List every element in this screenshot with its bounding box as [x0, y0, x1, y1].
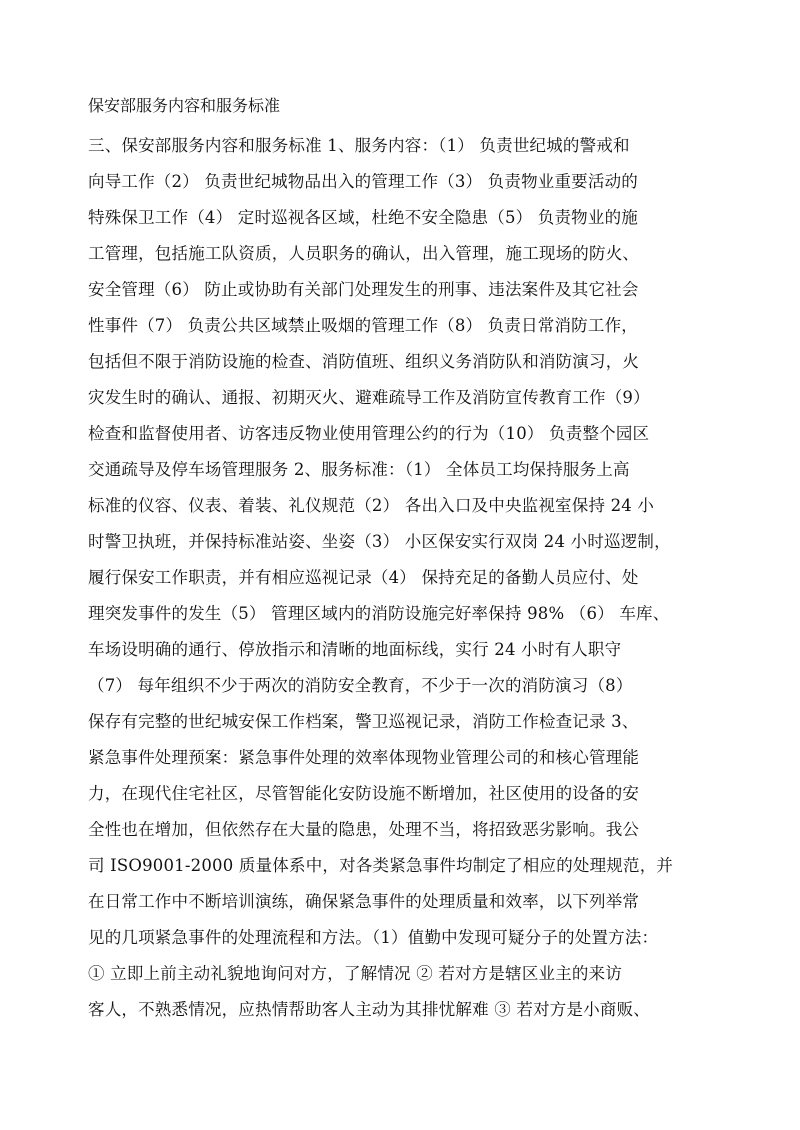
body-line: 安全管理（6） 防止或协助有关部门处理发生的刑事、违法案件及其它社会 — [88, 280, 639, 299]
body-line: 司 ISO9001-2000 质量体系中，对各类紧急事件均制定了相应的处理规范，并 — [88, 856, 674, 875]
body-line: 灾发生时的确认、通报、初期灭火、避难疏导工作及消防宣传教育工作（9） — [88, 388, 650, 407]
body-line: 力，在现代住宅社区，尽管智能化安防设施不断增加，社区使用的设备的安 — [88, 784, 640, 803]
body-line: 检查和监督使用者、访客违反物业使用管理公约的行为（10） 负责整个园区 — [88, 424, 650, 443]
body-line: 特殊保卫工作（4） 定时巡视各区域，杜绝不安全隐患（5） 负责物业的施 — [88, 208, 638, 227]
body-line: 工管理，包括施工队资质，人员职务的确认，出入管理，施工现场的防火、 — [88, 244, 640, 263]
body-line: ① 立即上前主动礼貌地询问对方，了解情况 ② 若对方是辖区业主的来访 — [88, 964, 623, 983]
document-title: 保安部服务内容和服务标准 — [88, 96, 281, 115]
body-line: 三、保安部服务内容和服务标准 1、服务内容：（1） 负责世纪城的警戒和 — [88, 136, 630, 155]
document-body — [88, 128, 728, 1028]
body-line: 理突发事件的发生（5） 管理区域内的消防设施完好率保持 98% （6） 车库、 — [88, 604, 670, 623]
body-line: 时警卫执班，并保持标准站姿、坐姿（3） 小区保安实行双岗 24 小时巡逻制， — [88, 532, 671, 551]
body-line: 履行保安工作职责，并有相应巡视记录（4） 保持充足的备勤人员应付、处 — [88, 568, 639, 587]
body-line: 标准的仪容、仪表、着装、礼仪规范（2） 各出入口及中央监视室保持 24 小 — [88, 496, 655, 515]
body-line: （7） 每年组织不少于两次的消防安全教育，不少于一次的消防演习（8） — [88, 676, 633, 695]
body-line: 见的几项紧急事件的处理流程和方法。（1）值勤中发现可疑分子的处置方法： — [88, 928, 659, 947]
body-line: 车场设明确的通行、停放指示和清晰的地面标线，实行 24 小时有人职守 — [88, 640, 622, 659]
body-line: 保存有完整的世纪城安保工作档案，警卫巡视记录，消防工作检查记录 3、 — [88, 712, 639, 731]
body-line: 交通疏导及停车场管理服务 2、服务标准：（1） 全体员工均保持服务上高 — [88, 460, 630, 479]
body-line: 全性也在增加，但依然存在大量的隐患，处理不当，将招致恶劣影响。我公 — [88, 820, 640, 839]
body-line: 包括但不限于消防设施的检查、消防值班、组织义务消防队和消防演习，火 — [88, 352, 640, 371]
body-line: 向导工作（2） 负责世纪城物品出入的管理工作（3） 负责物业重要活动的 — [88, 172, 638, 191]
body-line: 在日常工作中不断培训演练，确保紧急事件的处理质量和效率，以下列举常 — [88, 892, 640, 911]
body-line: 紧急事件处理预案：紧急事件处理的效率体现物业管理公司的和核心管理能 — [88, 748, 640, 767]
body-line: 性事件（7） 负责公共区域禁止吸烟的管理工作（8） 负责日常消防工作， — [88, 316, 638, 335]
body-line: 客人，不熟悉情况，应热情帮助客人主动为其排忧解难 ③ 若对方是小商贩、 — [88, 1000, 650, 1019]
